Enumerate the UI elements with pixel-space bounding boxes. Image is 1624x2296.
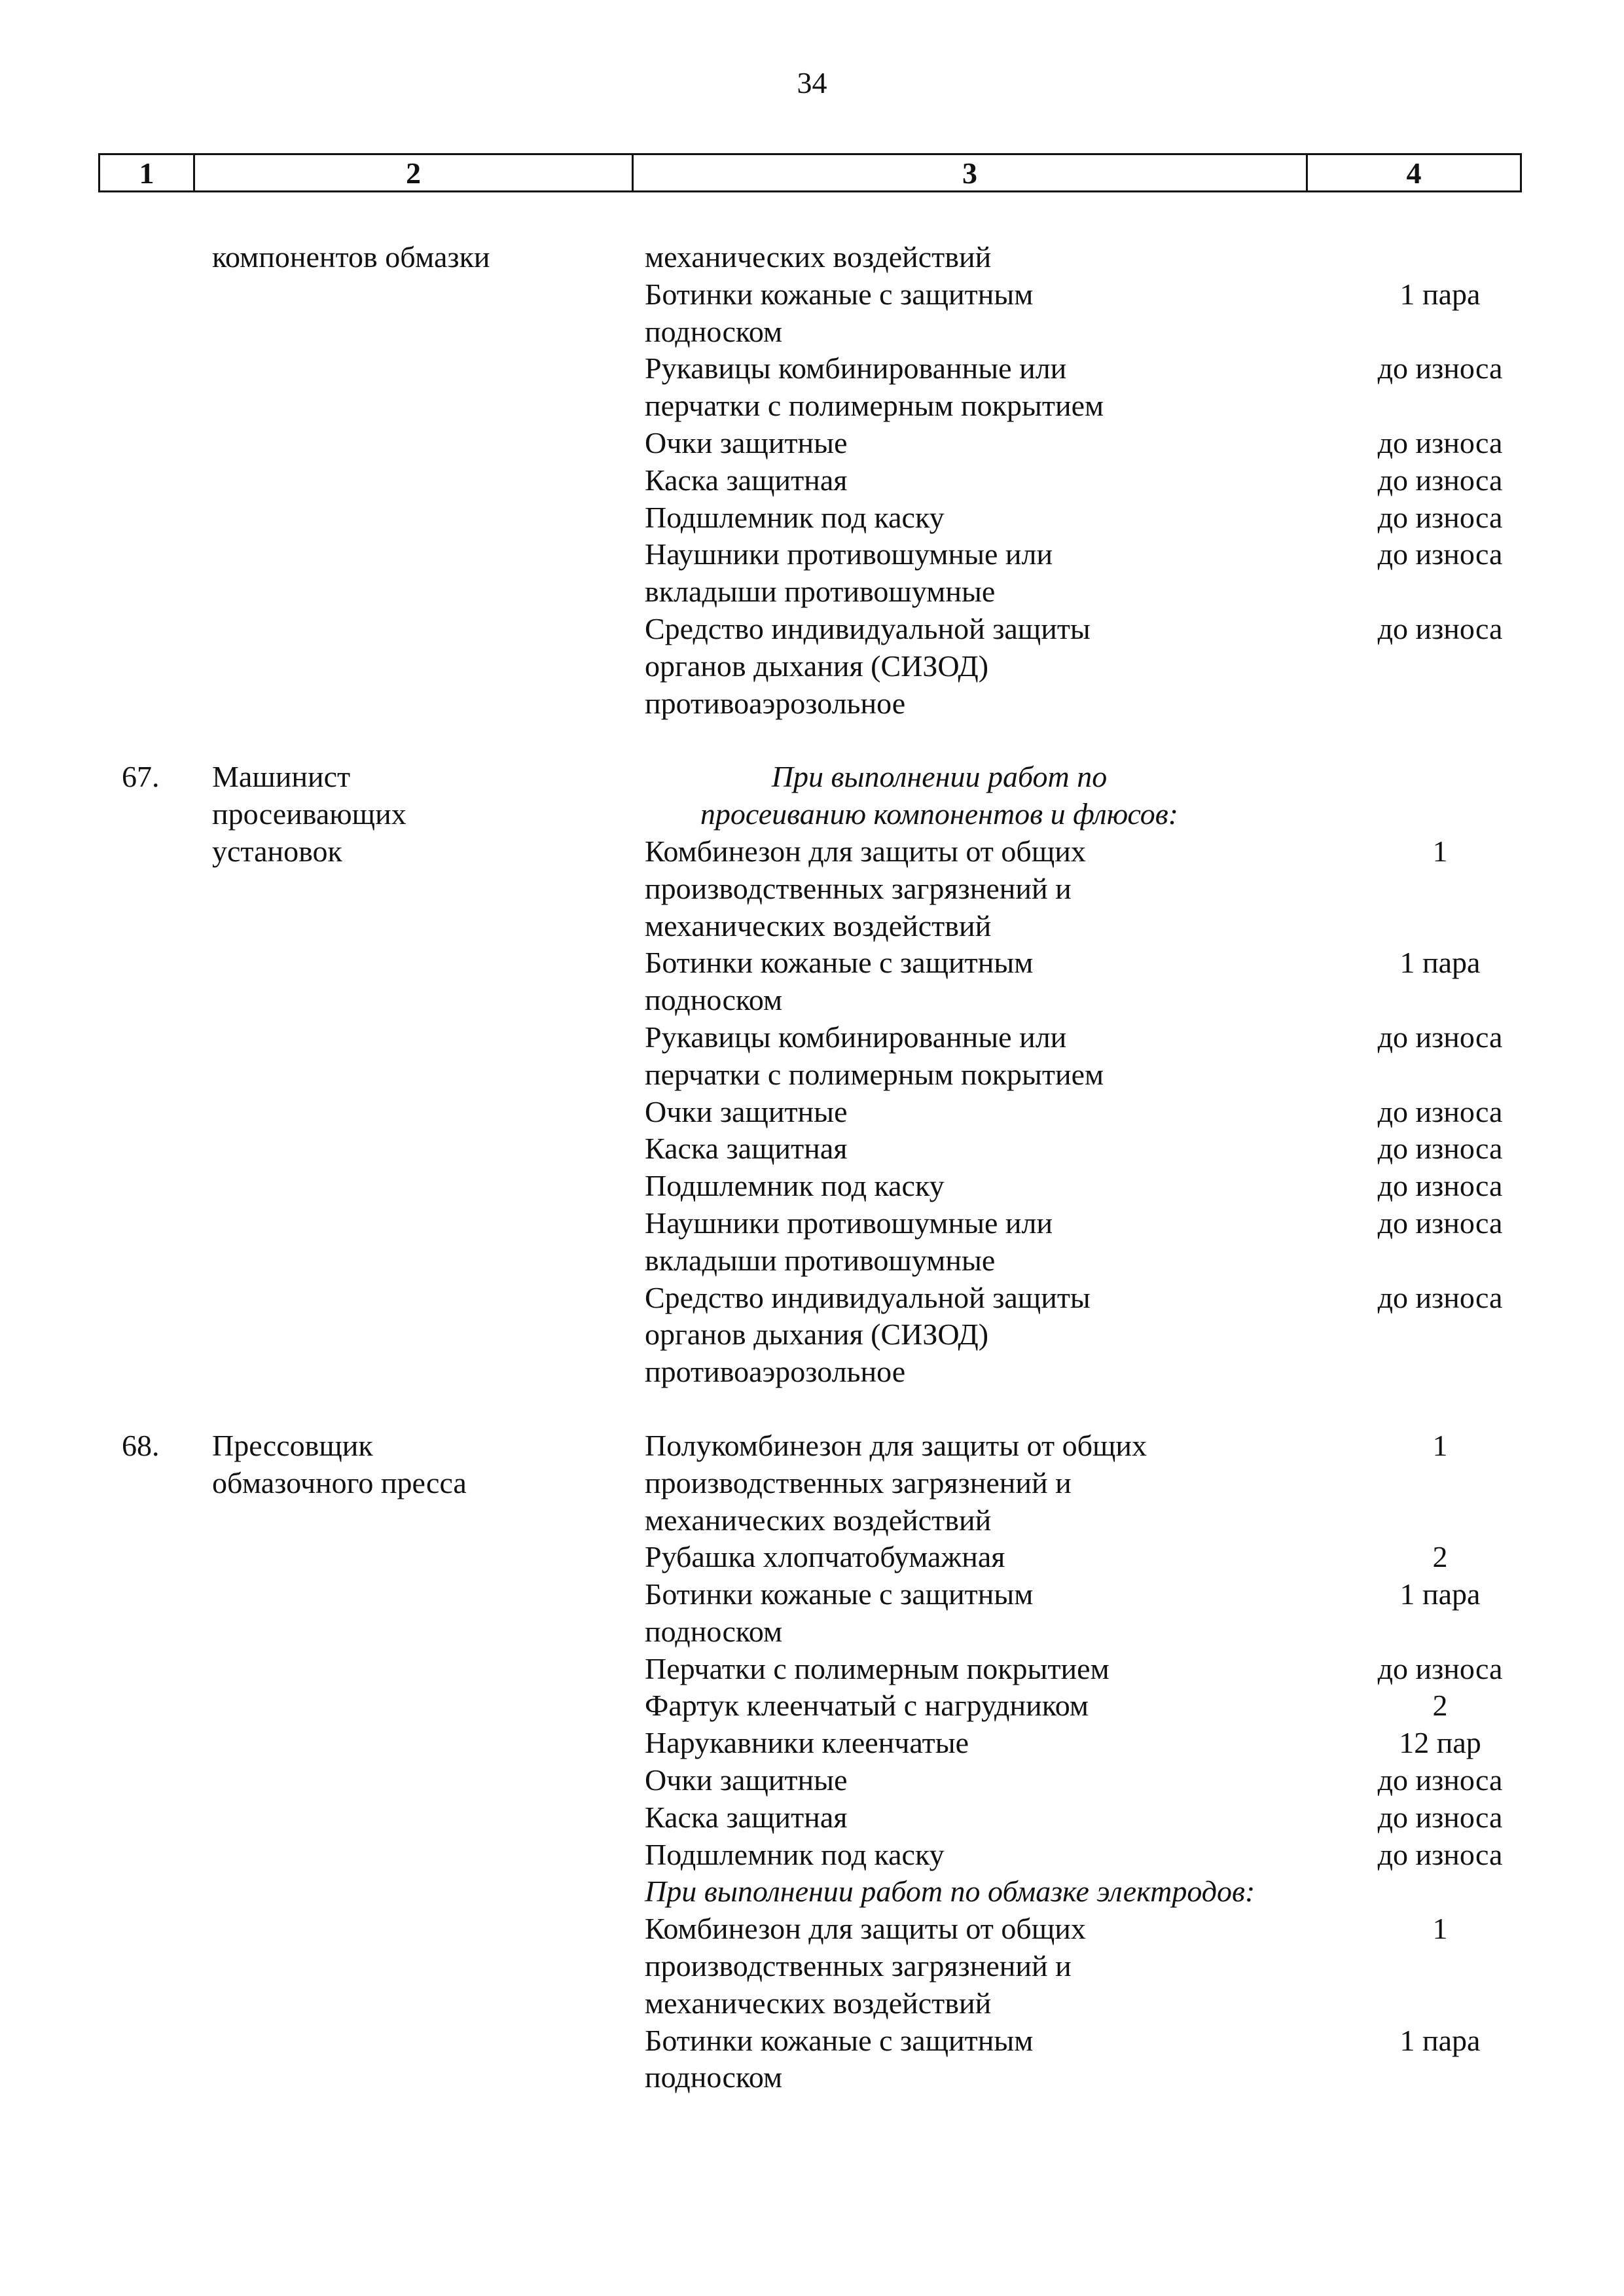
ppe-item-quantity: 1 bbox=[1432, 1912, 1448, 1946]
ppe-item-line: производственных загрязнений и bbox=[645, 1465, 1072, 1499]
ppe-item-row bbox=[0, 1019, 1624, 1094]
work-condition-heading bbox=[645, 759, 1234, 833]
ppe-item-line: Рукавицы комбинированные или bbox=[645, 351, 1067, 386]
ppe-item-quantity: до износа bbox=[1377, 1280, 1503, 1314]
ppe-item-name bbox=[645, 2022, 1326, 2097]
ppe-item-quantity: 2 bbox=[1432, 1689, 1448, 1723]
ppe-item-name bbox=[645, 1725, 1326, 1762]
ppe-item-line: Очки защитные bbox=[645, 1094, 848, 1128]
ppe-item-line: подноском bbox=[645, 2060, 783, 2094]
ppe-item-row bbox=[0, 1837, 1624, 1874]
ppe-item-row bbox=[0, 1427, 1624, 1539]
ppe-item-row bbox=[0, 499, 1624, 537]
ppe-item-row bbox=[0, 944, 1624, 1019]
ppe-item-line: механических воздействий bbox=[645, 1503, 992, 1537]
ppe-item-line: Ботинки кожаные с защитным bbox=[645, 2023, 1034, 2057]
entry-number: 68. bbox=[122, 1428, 160, 1462]
ppe-item-row bbox=[0, 1762, 1624, 1799]
work-condition-line: При выполнении работ по bbox=[771, 760, 1108, 794]
ppe-item-line: противоаэрозольное bbox=[645, 1355, 906, 1389]
ppe-item-line: Наушники противошумные или bbox=[645, 537, 1053, 571]
ppe-item-line: Подшлемник под каску bbox=[645, 1169, 945, 1203]
ppe-item-line: вкладыши противошумные bbox=[645, 575, 996, 609]
ppe-item-line: Ботинки кожаные с защитным bbox=[645, 1577, 1034, 1611]
ppe-item-quantity: 2 bbox=[1432, 1540, 1448, 1574]
ppe-item-row bbox=[0, 350, 1624, 425]
ppe-item-name bbox=[645, 1837, 1326, 1874]
ppe-item-name bbox=[645, 944, 1326, 1019]
ppe-item-quantity: 1 bbox=[1432, 834, 1448, 868]
ppe-item-name bbox=[645, 536, 1326, 611]
ppe-item-row bbox=[0, 2022, 1624, 2097]
ppe-item-quantity: 12 пар bbox=[1399, 1726, 1481, 1760]
ppe-item-name bbox=[645, 425, 1326, 462]
ppe-item-row bbox=[0, 425, 1624, 462]
ppe-item-line: Каска защитная bbox=[645, 1132, 848, 1166]
ppe-item-line: подноском bbox=[645, 314, 783, 348]
header-cell-1: 1 bbox=[100, 155, 195, 190]
ppe-item-line: Подшлемник под каску bbox=[645, 1837, 945, 1871]
ppe-item-quantity: до износа bbox=[1377, 1132, 1503, 1166]
ppe-item-quantity: до износа bbox=[1377, 463, 1503, 497]
ppe-item-quantity: до износа bbox=[1377, 1651, 1503, 1685]
ppe-item-name bbox=[645, 239, 1326, 276]
ppe-item-line: перчатки с полимерным покрытием bbox=[645, 1057, 1104, 1091]
profession-name-line: обмазочного пресса bbox=[212, 1465, 467, 1499]
page-number: 34 bbox=[797, 66, 827, 99]
ppe-item-name bbox=[645, 1539, 1326, 1576]
ppe-item-name bbox=[645, 1019, 1326, 1094]
ppe-item-name bbox=[645, 1094, 1326, 1131]
ppe-item-row bbox=[0, 1094, 1624, 1131]
ppe-item-line: производственных загрязнений и bbox=[645, 1949, 1072, 1983]
ppe-item-line: Перчатки с полимерным покрытием bbox=[645, 1651, 1110, 1685]
work-condition-heading bbox=[645, 1873, 1326, 1910]
ppe-item-name bbox=[645, 1205, 1326, 1280]
ppe-item-name bbox=[645, 833, 1326, 944]
ppe-item-name bbox=[645, 1168, 1326, 1205]
ppe-item-line: перчатки с полимерным покрытием bbox=[645, 389, 1104, 423]
ppe-item-line: Рукавицы комбинированные или bbox=[645, 1020, 1067, 1054]
ppe-item-name bbox=[645, 276, 1326, 351]
ppe-item-name bbox=[645, 499, 1326, 537]
ppe-item-name bbox=[645, 1576, 1326, 1651]
ppe-item-quantity: до износа bbox=[1377, 351, 1503, 386]
header-cell-3: 3 bbox=[634, 155, 1308, 190]
ppe-item-line: Рубашка хлопчатобумажная bbox=[645, 1540, 1005, 1574]
ppe-item-quantity: до износа bbox=[1377, 1800, 1503, 1834]
ppe-item-line: Нарукавники клеенчатые bbox=[645, 1726, 969, 1760]
ppe-item-name bbox=[645, 1651, 1326, 1688]
ppe-item-name bbox=[645, 611, 1326, 722]
ppe-item-row bbox=[0, 276, 1624, 351]
ppe-item-line: Фартук клеенчатый с нагрудником bbox=[645, 1689, 1089, 1723]
ppe-item-line: Каска защитная bbox=[645, 463, 848, 497]
profession-name-line: Машинист bbox=[212, 760, 351, 794]
ppe-item-quantity: до износа bbox=[1377, 1763, 1503, 1797]
ppe-item-line: Ботинки кожаные с защитным bbox=[645, 277, 1034, 311]
header-cell-2: 2 bbox=[195, 155, 634, 190]
ppe-item-line: Подшлемник под каску bbox=[645, 500, 945, 534]
ppe-item-line: Каска защитная bbox=[645, 1800, 848, 1834]
ppe-item-name bbox=[645, 1427, 1326, 1539]
profession-name-line: просеивающих bbox=[212, 797, 406, 831]
ppe-item-quantity: 1 пара bbox=[1399, 2023, 1481, 2057]
ppe-item-row bbox=[0, 1687, 1624, 1725]
ppe-item-line: Очки защитные bbox=[645, 1763, 848, 1797]
ppe-item-row bbox=[0, 1799, 1624, 1837]
ppe-item-row bbox=[0, 1168, 1624, 1205]
ppe-item-row bbox=[0, 1205, 1624, 1280]
ppe-item-line: Комбинезон для защиты от общих bbox=[645, 834, 1086, 868]
ppe-item-line: подноском bbox=[645, 983, 783, 1017]
entry-number: 67. bbox=[122, 760, 160, 794]
ppe-item-line: подноском bbox=[645, 1614, 783, 1648]
ppe-item-quantity: до износа bbox=[1377, 1169, 1503, 1203]
ppe-item-row bbox=[0, 611, 1624, 722]
ppe-item-quantity: 1 bbox=[1432, 1428, 1448, 1462]
ppe-item-quantity: до износа bbox=[1377, 611, 1503, 645]
ppe-item-line: механических воздействий bbox=[645, 240, 992, 274]
ppe-item-line: Полукомбинезон для защиты от общих bbox=[645, 1428, 1147, 1462]
ppe-item-quantity: до износа bbox=[1377, 500, 1503, 534]
table-entry bbox=[0, 1427, 1624, 2096]
ppe-item-line: Средство индивидуальной защиты bbox=[645, 1280, 1091, 1314]
ppe-item-quantity: до износа bbox=[1377, 1837, 1503, 1871]
ppe-item-line: Очки защитные bbox=[645, 425, 848, 459]
ppe-item-quantity: 1 пара bbox=[1399, 277, 1481, 311]
ppe-item-name bbox=[645, 1687, 1326, 1725]
ppe-item-row bbox=[0, 1910, 1624, 2022]
table-entry bbox=[0, 759, 1624, 1391]
table-header bbox=[98, 153, 1522, 192]
profession-name-line: установок bbox=[212, 834, 342, 868]
ppe-item-quantity: 1 пара bbox=[1399, 1577, 1481, 1611]
ppe-item-row bbox=[0, 536, 1624, 611]
ppe-item-quantity: до износа bbox=[1377, 1020, 1503, 1054]
ppe-item-line: органов дыхания (СИЗОД) bbox=[645, 649, 989, 683]
ppe-item-line: производственных загрязнений и bbox=[645, 871, 1072, 905]
ppe-item-line: Комбинезон для защиты от общих bbox=[645, 1912, 1086, 1946]
work-condition-line: При выполнении работ по обмазке электродов: bbox=[645, 1874, 1255, 1909]
ppe-item-line: Наушники противошумные или bbox=[645, 1206, 1053, 1240]
ppe-item-line: органов дыхания (СИЗОД) bbox=[645, 1318, 989, 1352]
ppe-item-row bbox=[0, 1539, 1624, 1576]
ppe-item-line: вкладыши противошумные bbox=[645, 1243, 996, 1277]
table-entry bbox=[0, 239, 1624, 722]
ppe-item-line: Средство индивидуальной защиты bbox=[645, 611, 1091, 645]
ppe-item-name bbox=[645, 1280, 1326, 1391]
ppe-item-line: механических воздействий bbox=[645, 1986, 992, 2020]
profession-name-line: компонентов обмазки bbox=[212, 240, 490, 274]
ppe-item-name bbox=[645, 1799, 1326, 1837]
profession-name-line: Прессовщик bbox=[212, 1428, 373, 1462]
ppe-item-row bbox=[0, 1725, 1624, 1762]
ppe-item-row bbox=[0, 239, 1624, 276]
ppe-item-quantity: до износа bbox=[1377, 1094, 1503, 1128]
ppe-item-quantity: до износа bbox=[1377, 1206, 1503, 1240]
ppe-item-line: Ботинки кожаные с защитным bbox=[645, 946, 1034, 980]
work-condition-line: просеиванию компонентов и флюсов: bbox=[700, 797, 1179, 831]
table-body bbox=[0, 239, 1624, 2096]
ppe-item-name bbox=[645, 462, 1326, 499]
ppe-item-row bbox=[0, 1130, 1624, 1168]
header-cell-4: 4 bbox=[1406, 156, 1422, 190]
ppe-item-quantity: до износа bbox=[1377, 537, 1503, 571]
ppe-item-name bbox=[645, 1762, 1326, 1799]
ppe-item-row bbox=[0, 1280, 1624, 1391]
ppe-item-line: механических воздействий bbox=[645, 908, 992, 942]
ppe-item-row bbox=[0, 1651, 1624, 1688]
ppe-item-name bbox=[645, 1130, 1326, 1168]
ppe-item-quantity: 1 пара bbox=[1399, 946, 1481, 980]
ppe-item-row bbox=[0, 1576, 1624, 1651]
ppe-item-line: противоаэрозольное bbox=[645, 686, 906, 720]
ppe-item-name bbox=[645, 350, 1326, 425]
ppe-item-row bbox=[0, 462, 1624, 499]
ppe-item-quantity: до износа bbox=[1377, 425, 1503, 459]
ppe-item-row bbox=[0, 833, 1624, 944]
ppe-item-name bbox=[645, 1910, 1326, 2022]
